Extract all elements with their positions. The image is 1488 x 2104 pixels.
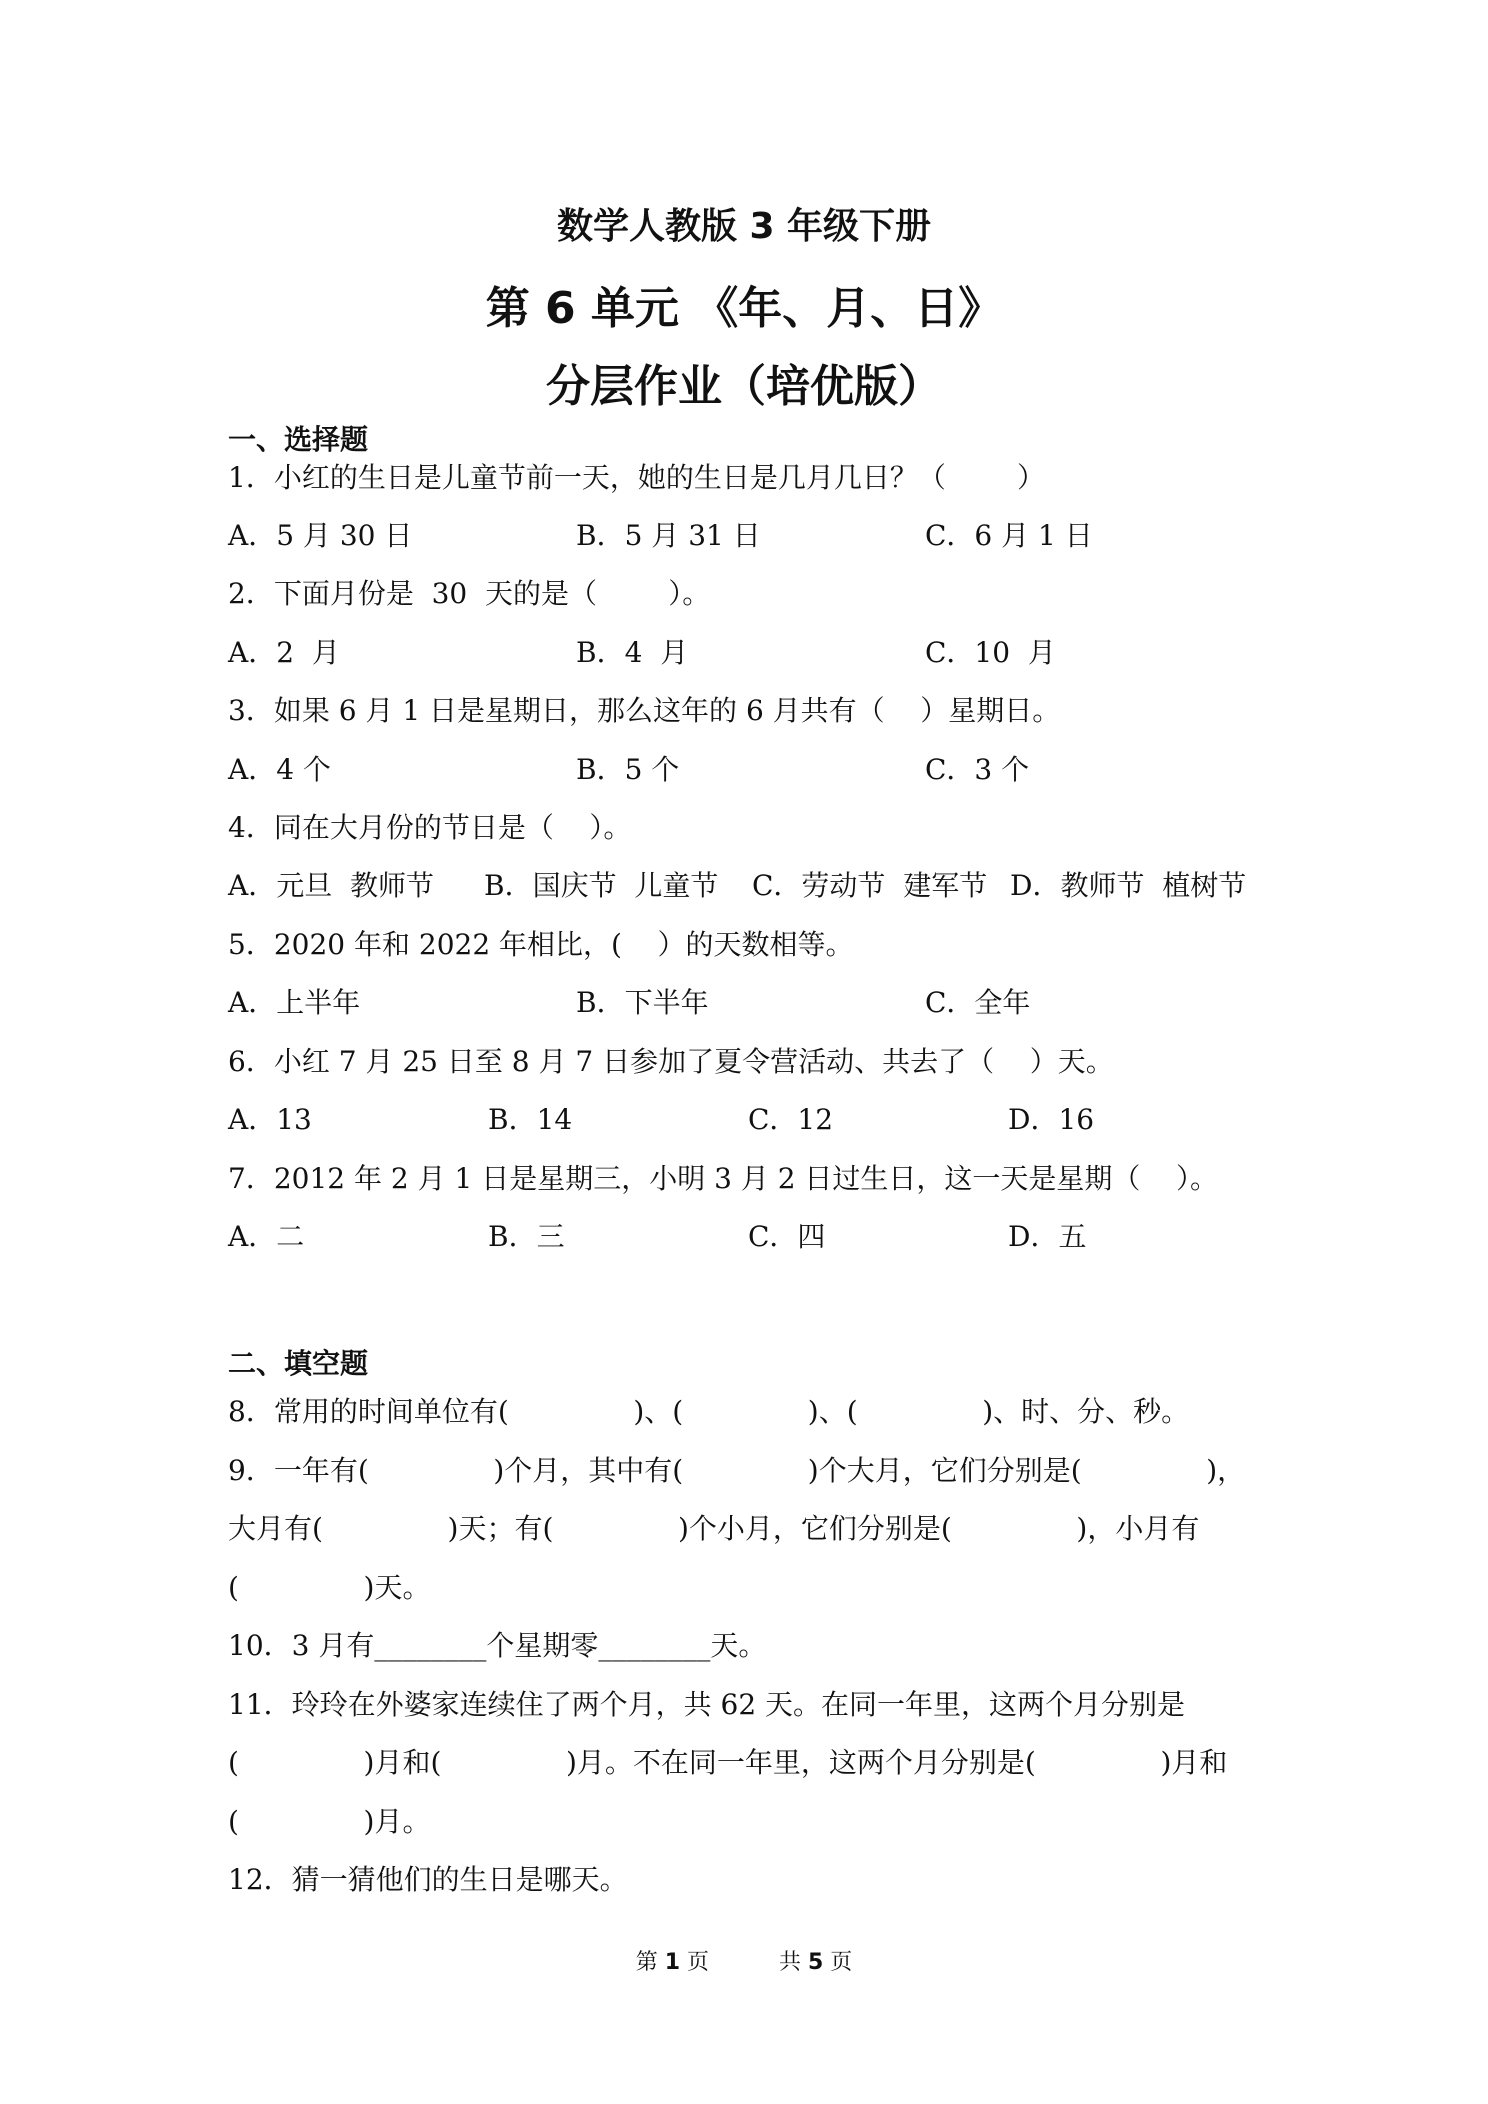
page-prefix: 第 (635, 1950, 665, 1975)
question-1-options (228, 516, 1268, 556)
question-8-line1: 8．常用的时间单位有( )、( )、( )、时、分、秒。 (228, 1395, 1190, 1428)
option-b: B．下半年 (576, 986, 709, 1019)
total-pages: 5 (807, 1950, 824, 1975)
doc-title-line2: 第 6 单元 《年、月、日》 (485, 283, 1003, 334)
question-7-stem: 7．2012 年 2 月 1 日是星期三，小明 3 月 2 日过生日，这一天是星期（ ）。 (228, 1162, 1219, 1195)
page-suffix: 页 (680, 1950, 710, 1975)
question-11-line3: ( )月。 (228, 1805, 431, 1838)
option-a: A．上半年 (228, 986, 361, 1019)
section-choice-heading: 一、选择题 (228, 423, 369, 456)
question-11-line1: 11．玲玲在外婆家连续住了两个月，共 62 天。在同一年里，这两个月分别是 (228, 1688, 1186, 1721)
question-2-stem: 2．下面月份是 30 天的是（ ）。 (228, 577, 711, 610)
option-d: D．五 (1008, 1220, 1087, 1253)
option-a: A．5 月 30 日 (228, 519, 413, 552)
page-number: 1 (664, 1950, 681, 1975)
doc-title-line1: 数学人教版 3 年级下册 (556, 206, 932, 247)
option-b: B．5 个 (576, 753, 680, 786)
question-6-stem: 6．小红 7 月 25 日至 8 月 7 日参加了夏令营活动、共去了（ ）天。 (228, 1045, 1114, 1078)
question-4-stem: 4．同在大月份的节日是（ ）。 (228, 811, 632, 844)
option-d: D．教师节 植树节 (1010, 869, 1247, 902)
question-12-line1: 12．猜一猜他们的生日是哪天。 (228, 1863, 628, 1896)
option-b: B．14 (488, 1103, 573, 1136)
option-c: C．全年 (925, 986, 1031, 1019)
doc-title-line3: 分层作业（培优版） (546, 361, 942, 412)
option-a: A．13 (228, 1103, 312, 1136)
option-b: B．国庆节 儿童节 (484, 869, 719, 902)
option-c: C．3 个 (925, 753, 1030, 786)
option-a: A．二 (228, 1220, 305, 1253)
question-6-options (228, 1100, 1268, 1140)
section-fill-heading: 二、填空题 (228, 1347, 369, 1380)
question-9-line2: 大月有( )天；有( )个小月，它们分别是( )，小月有 (228, 1512, 1200, 1545)
question-7-options (228, 1217, 1268, 1257)
question-9-line1: 9．一年有( )个月，其中有( )个大月，它们分别是( )， (228, 1454, 1246, 1487)
option-a: A．4 个 (228, 753, 331, 786)
total-suffix: 页 (823, 1950, 853, 1975)
option-b: B．三 (488, 1220, 565, 1253)
total-prefix: 共 (778, 1950, 808, 1975)
question-5-stem: 5．2020 年和 2022 年相比，( ）的天数相等。 (228, 928, 854, 961)
option-c: C．劳动节 建军节 (752, 869, 988, 902)
question-5-options (228, 983, 1268, 1023)
page-footer (0, 1945, 1488, 1976)
question-3-options (228, 750, 1268, 790)
question-2-options (228, 633, 1268, 673)
option-b: B．5 月 31 日 (576, 519, 761, 552)
question-9-line3: ( )天。 (228, 1571, 431, 1604)
question-10-line1: 10．3 月有________个星期零________天。 (228, 1629, 767, 1662)
question-3-stem: 3．如果 6 月 1 日是星期日，那么这年的 6 月共有（ ）星期日。 (228, 694, 1061, 727)
option-c: C．6 月 1 日 (925, 519, 1093, 552)
question-4-options (228, 866, 1268, 906)
option-b: B．4 月 (576, 636, 689, 669)
question-11-line2: ( )月和( )月。不在同一年里，这两个月分别是( )月和 (228, 1746, 1228, 1779)
question-1-stem: 1．小红的生日是儿童节前一天，她的生日是几月几日？（ ） (228, 461, 1046, 494)
option-c: C．四 (748, 1220, 826, 1253)
option-a: A．2 月 (228, 636, 340, 669)
option-c: C．12 (748, 1103, 834, 1136)
option-d: D．16 (1008, 1103, 1095, 1136)
option-c: C．10 月 (925, 636, 1056, 669)
option-a: A．元旦 教师节 (228, 869, 435, 902)
